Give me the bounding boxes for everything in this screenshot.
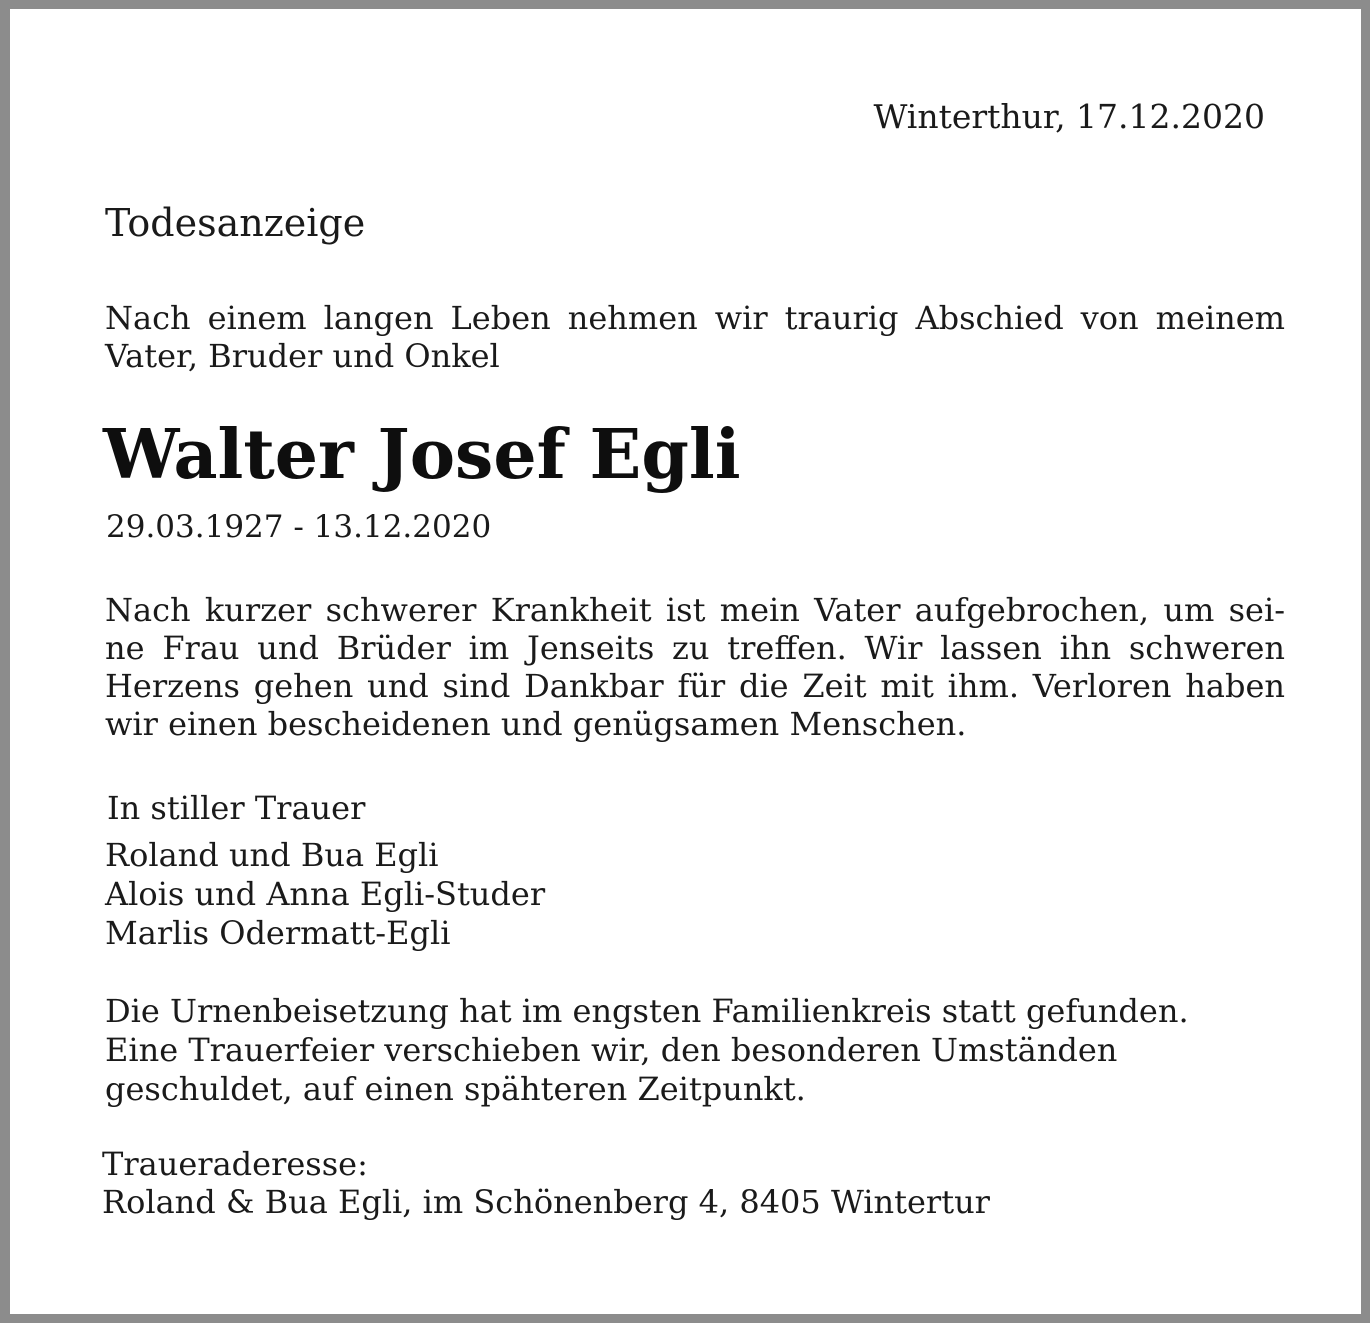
mourners-list xyxy=(105,836,545,953)
mourner-name: Alois und Anna Egli-Studer xyxy=(105,875,546,913)
body-line: Nach kurzer schwerer Krankheit ist mein Vater aufgebrochen, um sei- xyxy=(105,591,1285,629)
body-line: Herzens gehen und sind Dankbar für die Zeit mit ihm. Verloren haben xyxy=(105,667,1285,705)
address-label: Traueraderesse: xyxy=(102,1145,368,1183)
mourner-name: Marlis Odermatt-Egli xyxy=(105,914,451,952)
intro-line: Vater, Bruder und Onkel xyxy=(105,337,500,375)
mourning-address: Roland & Bua Egli, im Schönenberg 4, 8405 Wintertur xyxy=(102,1183,990,1221)
burial-paragraph xyxy=(105,992,1189,1109)
burial-line: Eine Trauerfeier verschieben wir, den besonderen Umständen xyxy=(105,1031,1118,1069)
lifespan-dates: 29.03.1927 - 13.12.2020 xyxy=(106,509,492,545)
mourning-label: In stiller Trauer xyxy=(107,789,366,827)
deceased-name: Walter Josef Egli xyxy=(103,415,741,495)
body-paragraph xyxy=(105,591,1285,743)
burial-line: geschuldet, auf einen spähteren Zeitpunkt. xyxy=(105,1070,806,1108)
dateline: Winterthur, 17.12.2020 xyxy=(873,97,1265,136)
mourner-name: Roland und Bua Egli xyxy=(105,836,439,874)
intro-line: Nach einem langen Leben nehmen wir traurig Abschied von meinem xyxy=(105,299,1285,337)
body-line: wir einen bescheidenen und genügsamen Menschen. xyxy=(105,705,967,743)
burial-line: Die Urnenbeisetzung hat im engsten Familienkreis statt gefunden. xyxy=(105,992,1189,1030)
intro-paragraph xyxy=(105,299,1285,375)
body-line: ne Frau und Brüder im Jenseits zu treffen. Wir lassen ihn schweren xyxy=(105,629,1285,667)
notice-heading: Todesanzeige xyxy=(105,201,366,245)
